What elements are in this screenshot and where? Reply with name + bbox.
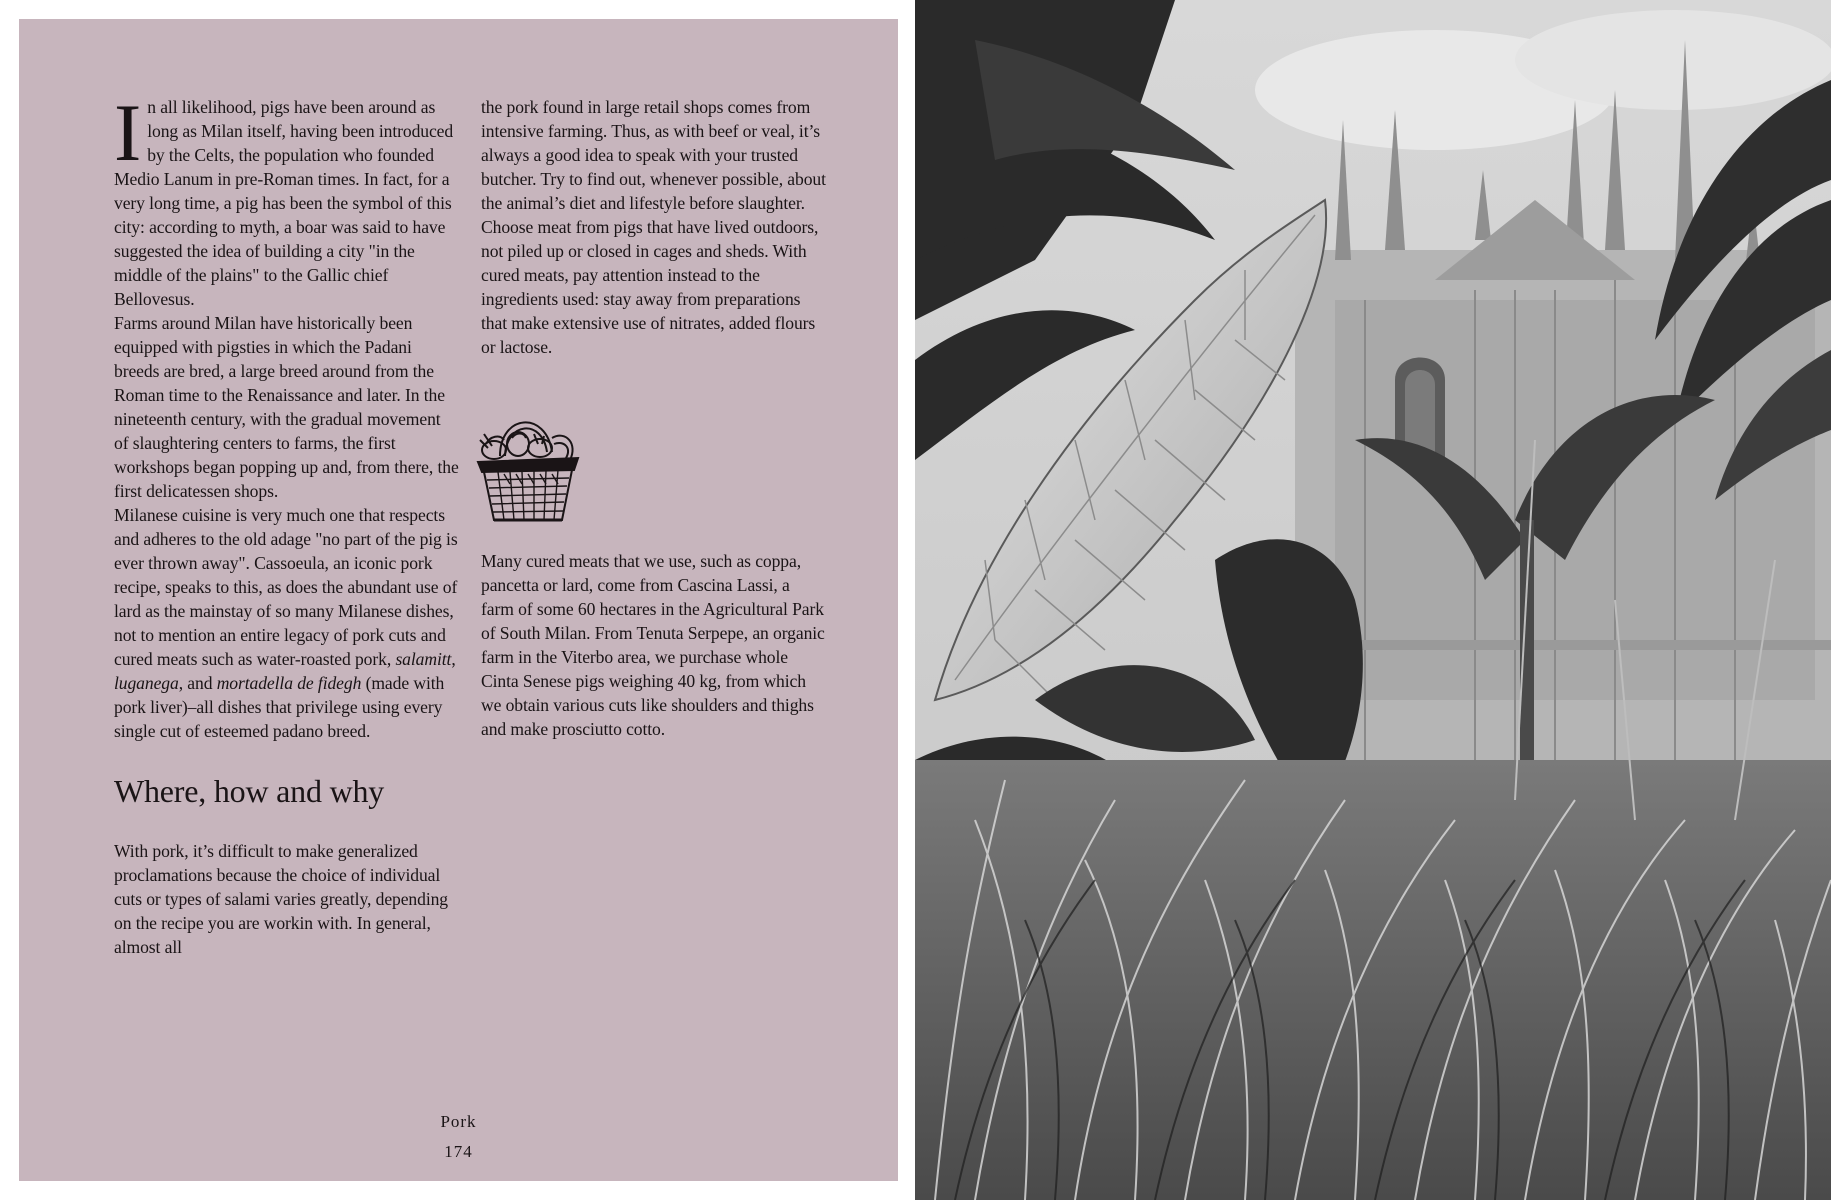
running-title: Pork	[440, 1112, 477, 1131]
paragraph-retail: the pork found in large retail shops comes from intensive farming. Thus, as with beef or veal, it’s always a good idea to speak with your trusted butcher. Try to find out, whenever possible, about the animal’s diet and lifestyle before slaughter. Choose meat from pigs that have lived outdoors, not piled up or closed in cages and sheds. With cured meats, pay attention instead to the ingredients used: stay away from preparations that make extensive use of nitrates, added flours or lactose.	[481, 97, 826, 357]
separator: , and	[178, 673, 217, 693]
separator: ,	[451, 649, 456, 669]
paragraph-intro-text: n all likelihood, pigs have been around as long as Milan itself, having been introduced by the Celts, the population who founded Medio Lanum in pre-Roman times. In fact, for a very long time, a pig has been the symbol of this city: according to myth, a boar was said to have suggested the idea of building a city "in the middle of the plains" to the Gallic chief Bellovesus.	[114, 97, 454, 309]
paragraph-suppliers: Many cured meats that we use, such as coppa, pancetta or lard, come from Cascina Lassi, a farm of some 60 hectares in the Agricultural Park of South Milan. From Tenuta Serpepe, an organic farm in the Viterbo area, we purchase whole Cinta Senese pigs weighing 40 kg, from which we obtain various cuts like shoulders and thighs and make prosciutto cotto.	[481, 551, 825, 739]
paragraph-intro	[114, 87, 459, 311]
text-column-2-lower	[481, 549, 826, 741]
term-salamitt: salamitt	[395, 649, 452, 669]
text-column-2	[481, 95, 826, 359]
section-heading: Where, how and why	[114, 773, 385, 809]
term-luganega: luganega	[114, 673, 179, 693]
drop-cap: I	[114, 87, 142, 178]
page-number: 174	[444, 1142, 473, 1161]
paragraph-cuisine-end: (made with pork liver)–all dishes that privilege using every single cut of esteemed padano breed.	[114, 673, 445, 741]
paragraph-where: With pork, it’s difficult to make generalized proclamations because the choice of individual cuts or types of salami varies greatly, depending on the recipe you are workin with. In general, almost all	[114, 841, 449, 957]
paragraph-farms: Farms around Milan have historically been equipped with pigsties in which the Padani breeds are bred, a large breed around from the Roman time to the Renaissance and later. In the nineteenth century, with the gradual movement of slaughtering centers to farms, the first workshops began popping up and, from there, the first delicatessen shops.	[114, 313, 459, 501]
basket-icon	[474, 404, 589, 529]
term-mortadella: mortadella de fidegh	[216, 673, 362, 693]
paragraph-cuisine-start: Milanese cuisine is very much one that respects and adheres to the old adage "no part of the pig is ever thrown away". Cassoeula, an iconic pork recipe, speaks to this, as does the abundant use of lard as the mainstay of so many Milanese dishes, not to mention an entire legacy of pork cuts and cured meats such as water-roasted pork,	[114, 505, 458, 669]
cathedral-photo	[915, 0, 1831, 1200]
left-page	[19, 19, 898, 1181]
paragraph-cuisine	[114, 503, 459, 743]
text-column-1	[114, 87, 459, 959]
